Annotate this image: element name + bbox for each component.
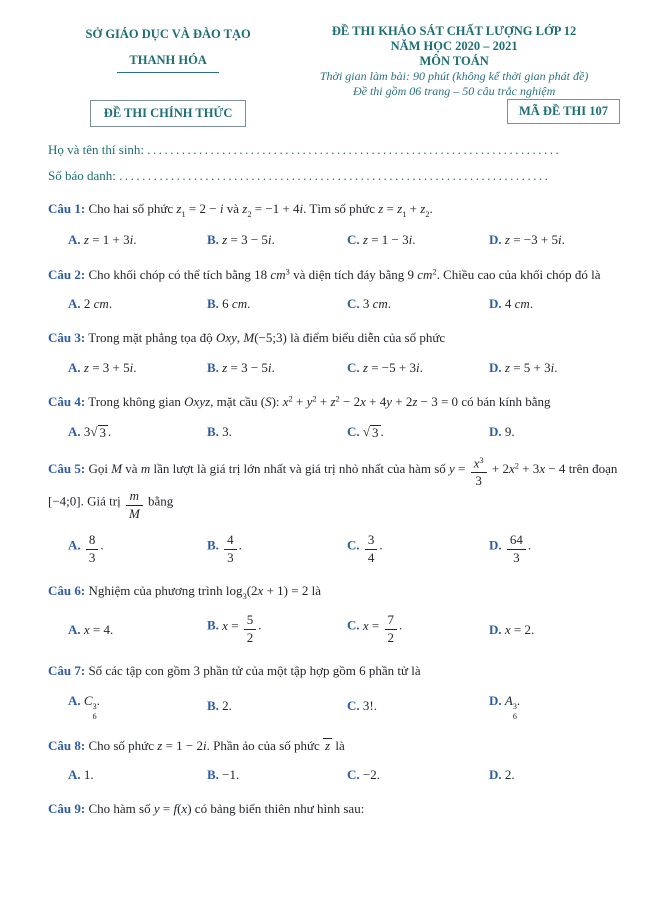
- question-text: Câu 2: Cho khối chóp có thể tích bằng 18 $cm^3$ và diện tích đáy bằng 9 $cm^2$. Chiều cao của khối chóp đó là: [48, 266, 601, 282]
- options-row: [48, 295, 620, 313]
- option-letter: A.: [68, 537, 81, 553]
- option-letter: A.: [68, 296, 81, 312]
- math-expression: $\frac{4}{3}$: [222, 538, 239, 553]
- option-b: B. 2.: [207, 698, 232, 714]
- question-text: Câu 4: Trong không gian Oxyz, mặt cầu (S): $x^2 + y^2 + z^2 - 2x + 4y + 2z - 3 = 0$ có bán kính bằng: [48, 393, 551, 410]
- option-letter: C.: [347, 618, 360, 634]
- option-c: C. 3 cm.: [347, 296, 392, 312]
- math-expression: m: [140, 460, 151, 476]
- option-letter: C.: [347, 537, 360, 553]
- option-letter: B.: [207, 423, 219, 439]
- header-right: [288, 24, 620, 127]
- math-expression: 1: [83, 767, 91, 783]
- student-name-dots: ........................................................................: [147, 142, 562, 157]
- question-label: Câu 1:: [48, 201, 86, 216]
- student-name-label: Họ và tên thí sinh:: [48, 142, 145, 157]
- option-d: D. 2.: [489, 767, 515, 783]
- math-expression: z = −5 + 3i: [362, 359, 420, 375]
- math-expression: z = −3 + 5i: [504, 232, 562, 248]
- math-expression: z = 5 + 3i: [504, 359, 555, 375]
- student-id-row: [48, 168, 620, 184]
- question-text: Câu 8: Cho số phức z = 1 − 2i. Phần ảo của số phức z là: [48, 737, 345, 753]
- subject-name: MÔN TOÁN: [419, 54, 489, 68]
- math-expression: 9: [504, 423, 512, 439]
- question-text: Câu 7: Số các tập con gồm 3 phần tử của một tập hợp gồm 6 phần tử là: [48, 663, 421, 679]
- option-letter: D.: [489, 296, 502, 312]
- question-label: Câu 4:: [48, 394, 86, 410]
- question-label: Câu 7:: [48, 663, 86, 679]
- math-expression: 18 $cm^3$: [254, 266, 290, 282]
- option-c: C. −2.: [347, 767, 380, 783]
- math-expression: $z_1 = 2 - i$: [176, 201, 224, 219]
- options-row: [48, 359, 620, 377]
- option-a: A. 1.: [68, 767, 94, 783]
- option-d: D. z = 5 + 3i.: [489, 359, 558, 375]
- math-expression: $\frac{3}{4}$: [363, 538, 380, 553]
- option-letter: D.: [489, 621, 502, 637]
- option-letter: A.: [68, 232, 81, 248]
- option-letter: B.: [207, 767, 219, 783]
- math-expression: $\log_3(2x + 1) = 2$: [225, 582, 309, 601]
- question-label: Câu 9:: [48, 801, 86, 817]
- options-row: [48, 692, 620, 721]
- student-id-dots: ...........................................................................: [119, 168, 551, 183]
- option-c: C. z = −5 + 3i.: [347, 359, 423, 375]
- option-c: C. 3!.: [347, 698, 377, 714]
- option-letter: A.: [68, 692, 81, 708]
- options-row: [48, 231, 620, 249]
- option-d: D. x = 2.: [489, 621, 535, 637]
- option-d: D. $\frac{64}{3}$ .: [489, 532, 532, 566]
- math-expression: −1: [222, 767, 237, 783]
- math-expression: [−4;0]: [48, 493, 81, 509]
- option-b: B. z = 3 − 5i.: [207, 359, 275, 375]
- option-b: B. −1.: [207, 767, 240, 783]
- math-expression: 6 cm: [222, 296, 248, 312]
- header-left: [48, 24, 288, 127]
- math-expression: A 3 6: [504, 692, 517, 721]
- option-a: A. z = 1 + 3i.: [68, 232, 137, 248]
- option-c: C. z = 1 − 3i.: [347, 232, 416, 248]
- option-letter: C.: [347, 423, 360, 439]
- math-expression: 2: [222, 698, 229, 714]
- option-a: A. 2 cm.: [68, 296, 113, 312]
- question-3: [48, 328, 620, 377]
- math-expression: z = 1 + 3i: [83, 232, 134, 248]
- math-expression: $\frac{m}{M}$: [124, 494, 145, 509]
- math-expression: 4 cm: [504, 296, 530, 312]
- question-7: [48, 661, 620, 720]
- option-b: B. z = 3 − 5i.: [207, 232, 275, 248]
- option-b: B. 3.: [207, 423, 232, 439]
- math-expression: 2: [504, 767, 512, 783]
- option-letter: C.: [347, 767, 360, 783]
- option-letter: D.: [489, 767, 502, 783]
- option-b: B. $\frac{4}{3}$ .: [207, 532, 242, 566]
- option-letter: C.: [347, 232, 360, 248]
- question-8: [48, 736, 620, 785]
- option-a: A. 3 √ 3 .: [68, 423, 112, 440]
- math-expression: Oxy: [215, 330, 237, 346]
- option-d: D. z = −3 + 5i.: [489, 232, 565, 248]
- option-a: A. x = 4.: [68, 621, 114, 637]
- question-2: [48, 265, 620, 314]
- option-c: C. x = $\frac{7}{2}$ .: [347, 612, 403, 646]
- question-4: [48, 392, 620, 441]
- question-label: Câu 8:: [48, 737, 86, 753]
- student-id-label: Số báo danh:: [48, 168, 116, 183]
- math-expression: z = 1 − 3i: [362, 232, 413, 248]
- option-b: B. x = $\frac{5}{2}$ .: [207, 612, 262, 646]
- option-letter: A.: [68, 767, 81, 783]
- math-expression: $z_2 = -1 + 4i$: [242, 201, 304, 219]
- option-letter: B.: [207, 232, 219, 248]
- question-9: [48, 799, 620, 819]
- option-letter: D.: [489, 537, 502, 553]
- math-expression: 2 cm: [83, 296, 109, 312]
- question-1: [48, 199, 620, 250]
- math-expression: $\frac{8}{3}$: [84, 538, 101, 553]
- option-letter: C.: [347, 698, 360, 714]
- question-text: Câu 6: Nghiệm của phương trình $\log_3(2x + 1) = 2$ là: [48, 582, 321, 601]
- option-letter: D.: [489, 232, 502, 248]
- math-expression: C 3 6: [83, 692, 97, 721]
- question-text: Câu 1: Cho hai số phức $z_1 = 2 - i$ và $z_2 = -1 + 4i$. Tìm số phức $z = z_1 + z_2$.: [48, 201, 433, 219]
- math-expression: z: [325, 737, 331, 753]
- exam-code-box: MÃ ĐỀ THI 107: [507, 99, 620, 124]
- math-expression: $\frac{64}{3}$: [505, 538, 528, 553]
- option-a: A. $\frac{8}{3}$ .: [68, 532, 104, 566]
- question-label: Câu 2:: [48, 266, 86, 282]
- math-expression: z = 1 − 2i: [157, 737, 207, 753]
- options-row: [48, 766, 620, 784]
- math-expression: x = 4: [83, 621, 111, 637]
- option-letter: D.: [489, 359, 502, 375]
- duration-note: Thời gian làm bài: 90 phút (không kể thời gian phát đề): [319, 69, 589, 83]
- question-text: Câu 5: Gọi M và m lần lượt là giá trị lớn nhất và giá trị nhỏ nhất của hàm số y = $\frac{x^3}{3}$ + $2x^2 + 3x - 4$ trên đoạn [−4;0]. Giá trị $\frac{m}{M}$ bằng: [48, 454, 618, 522]
- exam-header: [48, 24, 620, 127]
- option-letter: D.: [489, 692, 502, 708]
- option-letter: A.: [68, 423, 81, 439]
- option-d: D. 9.: [489, 423, 515, 439]
- option-d: D. A 3 6 .: [489, 692, 521, 721]
- math-expression: z = 3 + 5i: [83, 359, 134, 375]
- option-letter: B.: [207, 296, 219, 312]
- math-expression: 3 cm: [362, 296, 388, 312]
- org-location: THANH HÓA: [117, 53, 218, 73]
- math-expression: y = f(x): [153, 801, 192, 817]
- option-a: A. C 3 6 .: [68, 692, 100, 721]
- math-expression: $z = z_1 + z_2$: [378, 201, 430, 219]
- student-name-row: [48, 142, 620, 158]
- math-expression: x = 2: [504, 621, 532, 637]
- math-expression: √ 3: [362, 423, 379, 440]
- option-d: D. 4 cm.: [489, 296, 534, 312]
- pages-note: Đề thi gồm 06 trang – 50 câu trắc nghiệm: [352, 84, 556, 98]
- math-expression: Oxyz: [184, 394, 211, 410]
- option-c: C. $\frac{3}{4}$ .: [347, 532, 383, 566]
- question-label: Câu 6:: [48, 582, 86, 598]
- question-list: [48, 199, 620, 819]
- options-row: [48, 423, 620, 441]
- option-letter: B.: [207, 698, 219, 714]
- option-letter: C.: [347, 296, 360, 312]
- math-expression: z = 3 − 5i: [222, 359, 272, 375]
- question-5: [48, 456, 620, 566]
- math-expression: 3!: [362, 698, 374, 714]
- options-row: [48, 533, 620, 566]
- math-expression: −2: [362, 767, 377, 783]
- math-expression: 3: [222, 423, 229, 439]
- option-letter: B.: [207, 618, 219, 634]
- math-expression: x = $\frac{7}{2}$: [363, 618, 399, 633]
- option-letter: A.: [68, 621, 81, 637]
- exam-title: ĐỀ THI KHẢO SÁT CHẤT LƯỢNG LỚP 12: [331, 24, 577, 38]
- math-expression: z = 3 − 5i: [222, 232, 272, 248]
- question-text: Câu 9: Cho hàm số y = f(x) có bảng biến thiên như hình sau:: [48, 801, 365, 817]
- option-letter: B.: [207, 359, 219, 375]
- math-expression: M(−5;3): [243, 330, 287, 346]
- student-info: [48, 142, 620, 184]
- math-expression: x = $\frac{5}{2}$: [222, 618, 258, 633]
- option-letter: D.: [489, 423, 502, 439]
- math-expression: (S): $x^2 + y^2 + z^2 - 2x + 4y + 2z - 3 = 0$: [260, 393, 459, 410]
- option-letter: B.: [207, 537, 219, 553]
- question-label: Câu 5:: [48, 460, 86, 476]
- math-expression: 9 $cm^2$: [407, 266, 437, 282]
- org-location-wrap: [48, 52, 288, 73]
- question-text: Câu 3: Trong mặt phẳng tọa độ Oxy, M(−5;3) là điểm biểu diễn của số phức: [48, 330, 446, 346]
- option-letter: A.: [68, 359, 81, 375]
- exam-code-row: [288, 99, 620, 124]
- official-exam-box: ĐỀ THI CHÍNH THỨC: [90, 100, 247, 127]
- option-letter: C.: [347, 359, 360, 375]
- school-year: NĂM HỌC 2020 – 2021: [390, 39, 518, 53]
- org-name: SỞ GIÁO DỤC VÀ ĐÀO TẠO: [85, 27, 251, 41]
- options-row: [48, 613, 620, 646]
- math-expression: y = $\frac{x^3}{3}$ + $2x^2 + 3x - 4$: [449, 454, 566, 489]
- math-expression: 3 √ 3: [83, 423, 107, 440]
- question-6: [48, 581, 620, 646]
- option-c: C. √ 3 .: [347, 423, 384, 440]
- question-label: Câu 3:: [48, 330, 86, 346]
- math-expression: M: [111, 460, 123, 476]
- option-a: A. z = 3 + 5i.: [68, 359, 137, 375]
- option-b: B. 6 cm.: [207, 296, 251, 312]
